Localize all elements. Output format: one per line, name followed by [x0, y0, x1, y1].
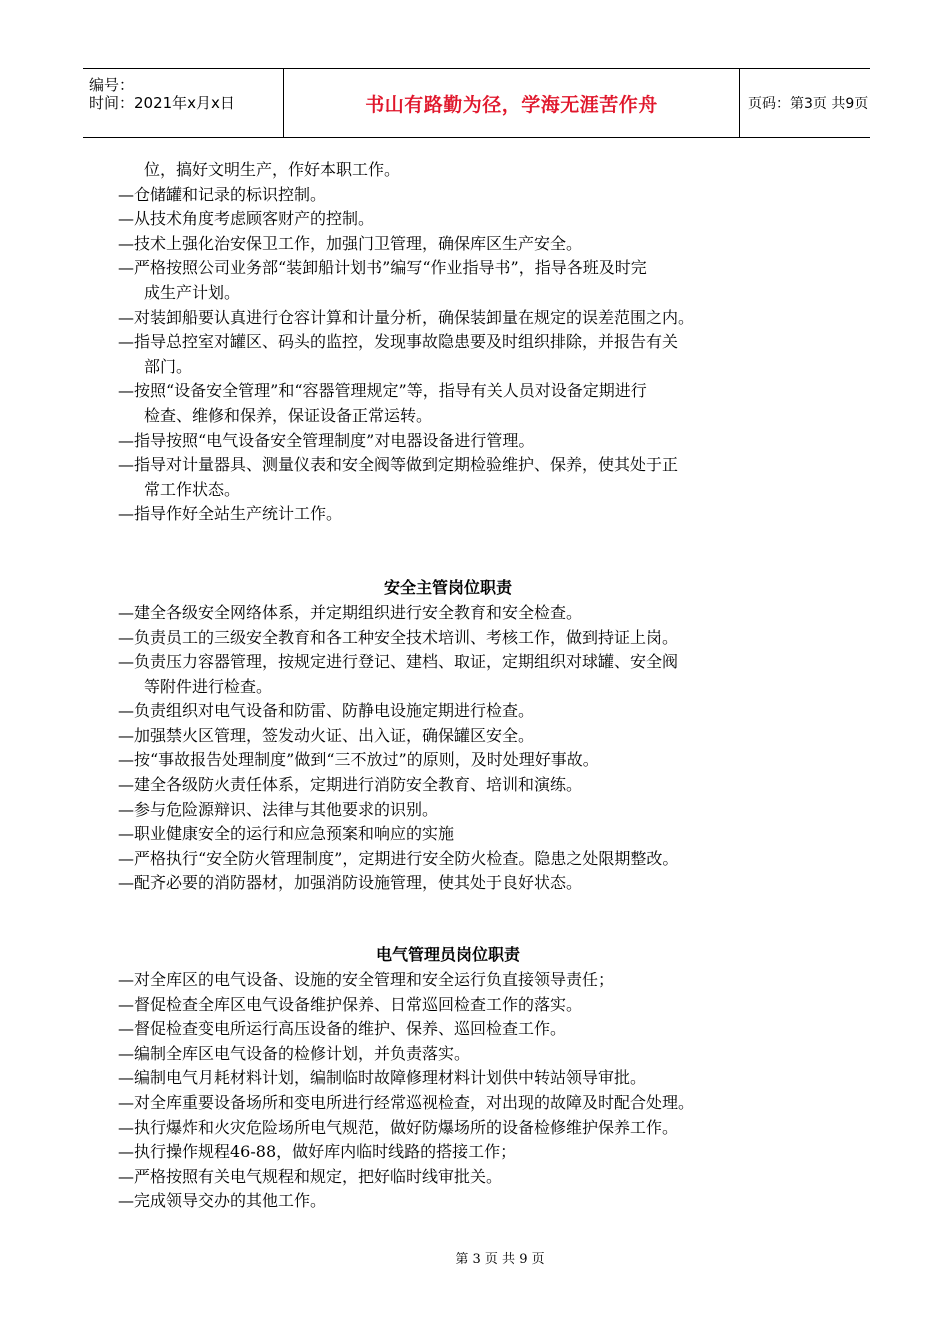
document-date-label: 时间：2021年x月x日	[89, 94, 235, 112]
text-line: 位，搞好文明生产，作好本职工作。	[144, 160, 401, 179]
text-line: 等附件进行检查。	[144, 676, 273, 696]
text-line: —对装卸船要认真进行仓容计算和计量分析，确保装卸量在规定的误差范围之内。	[118, 307, 695, 327]
text-line: 成生产计划。	[144, 282, 241, 302]
section-safety	[118, 575, 818, 896]
text-line: 检查、维修和保养，保证设备正常运转。	[144, 405, 433, 425]
section-top	[118, 158, 818, 527]
header-meta-cell	[83, 69, 283, 137]
text-line: —督促检查全库区电气设备维护保养、日常巡回检查工作的落实。	[118, 994, 583, 1014]
text-line: —从技术角度考虑顾客财产的控制。	[118, 209, 375, 229]
section-heading-electrical: 电气管理员岗位职责	[375, 945, 520, 965]
text-line: —指导作好全站生产统计工作。	[118, 504, 343, 524]
text-line: —严格按照公司业务部“装卸船计划书”编写“作业指导书”，指导各班及时完	[118, 258, 647, 278]
text-line: —职业健康安全的运行和应急预案和响应的实施	[118, 824, 455, 844]
text-line: —负责压力容器管理，按规定进行登记、建档、取证，定期组织对球罐、安全阀	[118, 652, 679, 672]
text-line: —执行爆炸和火灾危险场所电气规范，做好防爆场所的设备检修维护保养工作。	[118, 1117, 679, 1137]
text-line: —技术上强化治安保卫工作，加强门卫管理，确保库区生产安全。	[118, 233, 583, 253]
text-line: 常工作状态。	[144, 479, 241, 499]
header-page-cell	[740, 69, 870, 137]
text-line: —建全各级防火责任体系，定期进行消防安全教育、培训和演练。	[118, 775, 583, 795]
text-line: —加强禁火区管理，签发动火证、出入证，确保罐区安全。	[118, 725, 535, 745]
text-line: —负责组织对电气设备和防雷、防静电设施定期进行检查。	[118, 701, 535, 721]
text-line: —严格执行“安全防火管理制度”，定期进行安全防火检查。隐患之处限期整改。	[118, 848, 679, 868]
header-page-info: 页码：第3页 共9页	[748, 96, 869, 112]
section-electrical	[118, 942, 818, 1214]
page-footer: 第 3 页 共 9 页	[455, 1252, 545, 1267]
text-line: —编制全库区电气设备的检修计划，并负责落实。	[118, 1043, 471, 1063]
text-line: —负责员工的三级安全教育和各工种安全技术培训、考核工作，做到持证上岗。	[118, 627, 679, 647]
text-line: —配齐必要的消防器材，加强消防设施管理，使其处于良好状态。	[118, 873, 583, 893]
text-line: —督促检查变电所运行高压设备的维护、保养、巡回检查工作。	[118, 1019, 567, 1039]
text-line: —执行操作规程46-88，做好库内临时线路的搭接工作；	[118, 1142, 517, 1162]
text-line: 部门。	[144, 356, 193, 376]
text-line: —参与危险源辩识、法律与其他要求的识别。	[118, 799, 439, 819]
text-line: —仓储罐和记录的标识控制。	[118, 184, 327, 204]
text-line: —指导总控室对罐区、码头的监控，发现事故隐患要及时组织排除，并报告有关	[118, 332, 679, 352]
text-line: —建全各级安全网络体系，并定期组织进行安全教育和安全检查。	[118, 602, 583, 622]
page-header	[83, 68, 870, 138]
text-line: —指导对计量器具、测量仪表和安全阀等做到定期检验维护、保养，使其处于正	[118, 455, 679, 475]
document-body	[118, 158, 818, 1214]
text-line: —完成领导交办的其他工作。	[118, 1191, 327, 1211]
text-line: —对全库重要设备场所和变电所进行经常巡视检查，对出现的故障及时配合处理。	[118, 1093, 695, 1112]
text-line: —严格按照有关电气规程和规定，把好临时线审批关。	[118, 1166, 503, 1186]
text-line: —按“事故报告处理制度”做到“三不放过”的原则，及时处理好事故。	[118, 750, 599, 770]
header-motto: 书山有路勤为径，学海无涯苦作舟	[365, 93, 658, 116]
header-motto-cell	[283, 69, 740, 137]
text-line: —按照“设备安全管理”和“容器管理规定”等，指导有关人员对设备定期进行	[118, 381, 647, 401]
document-number-label: 编号：	[89, 76, 135, 94]
text-line: —对全库区的电气设备、设施的安全管理和安全运行负直接领导责任；	[118, 970, 615, 990]
text-line: —编制电气月耗材料计划，编制临时故障修理材料计划供中转站领导审批。	[118, 1068, 647, 1088]
section-heading-safety: 安全主管岗位职责	[383, 577, 512, 597]
text-line: —指导按照“电气设备安全管理制度”对电器设备进行管理。	[118, 430, 535, 450]
